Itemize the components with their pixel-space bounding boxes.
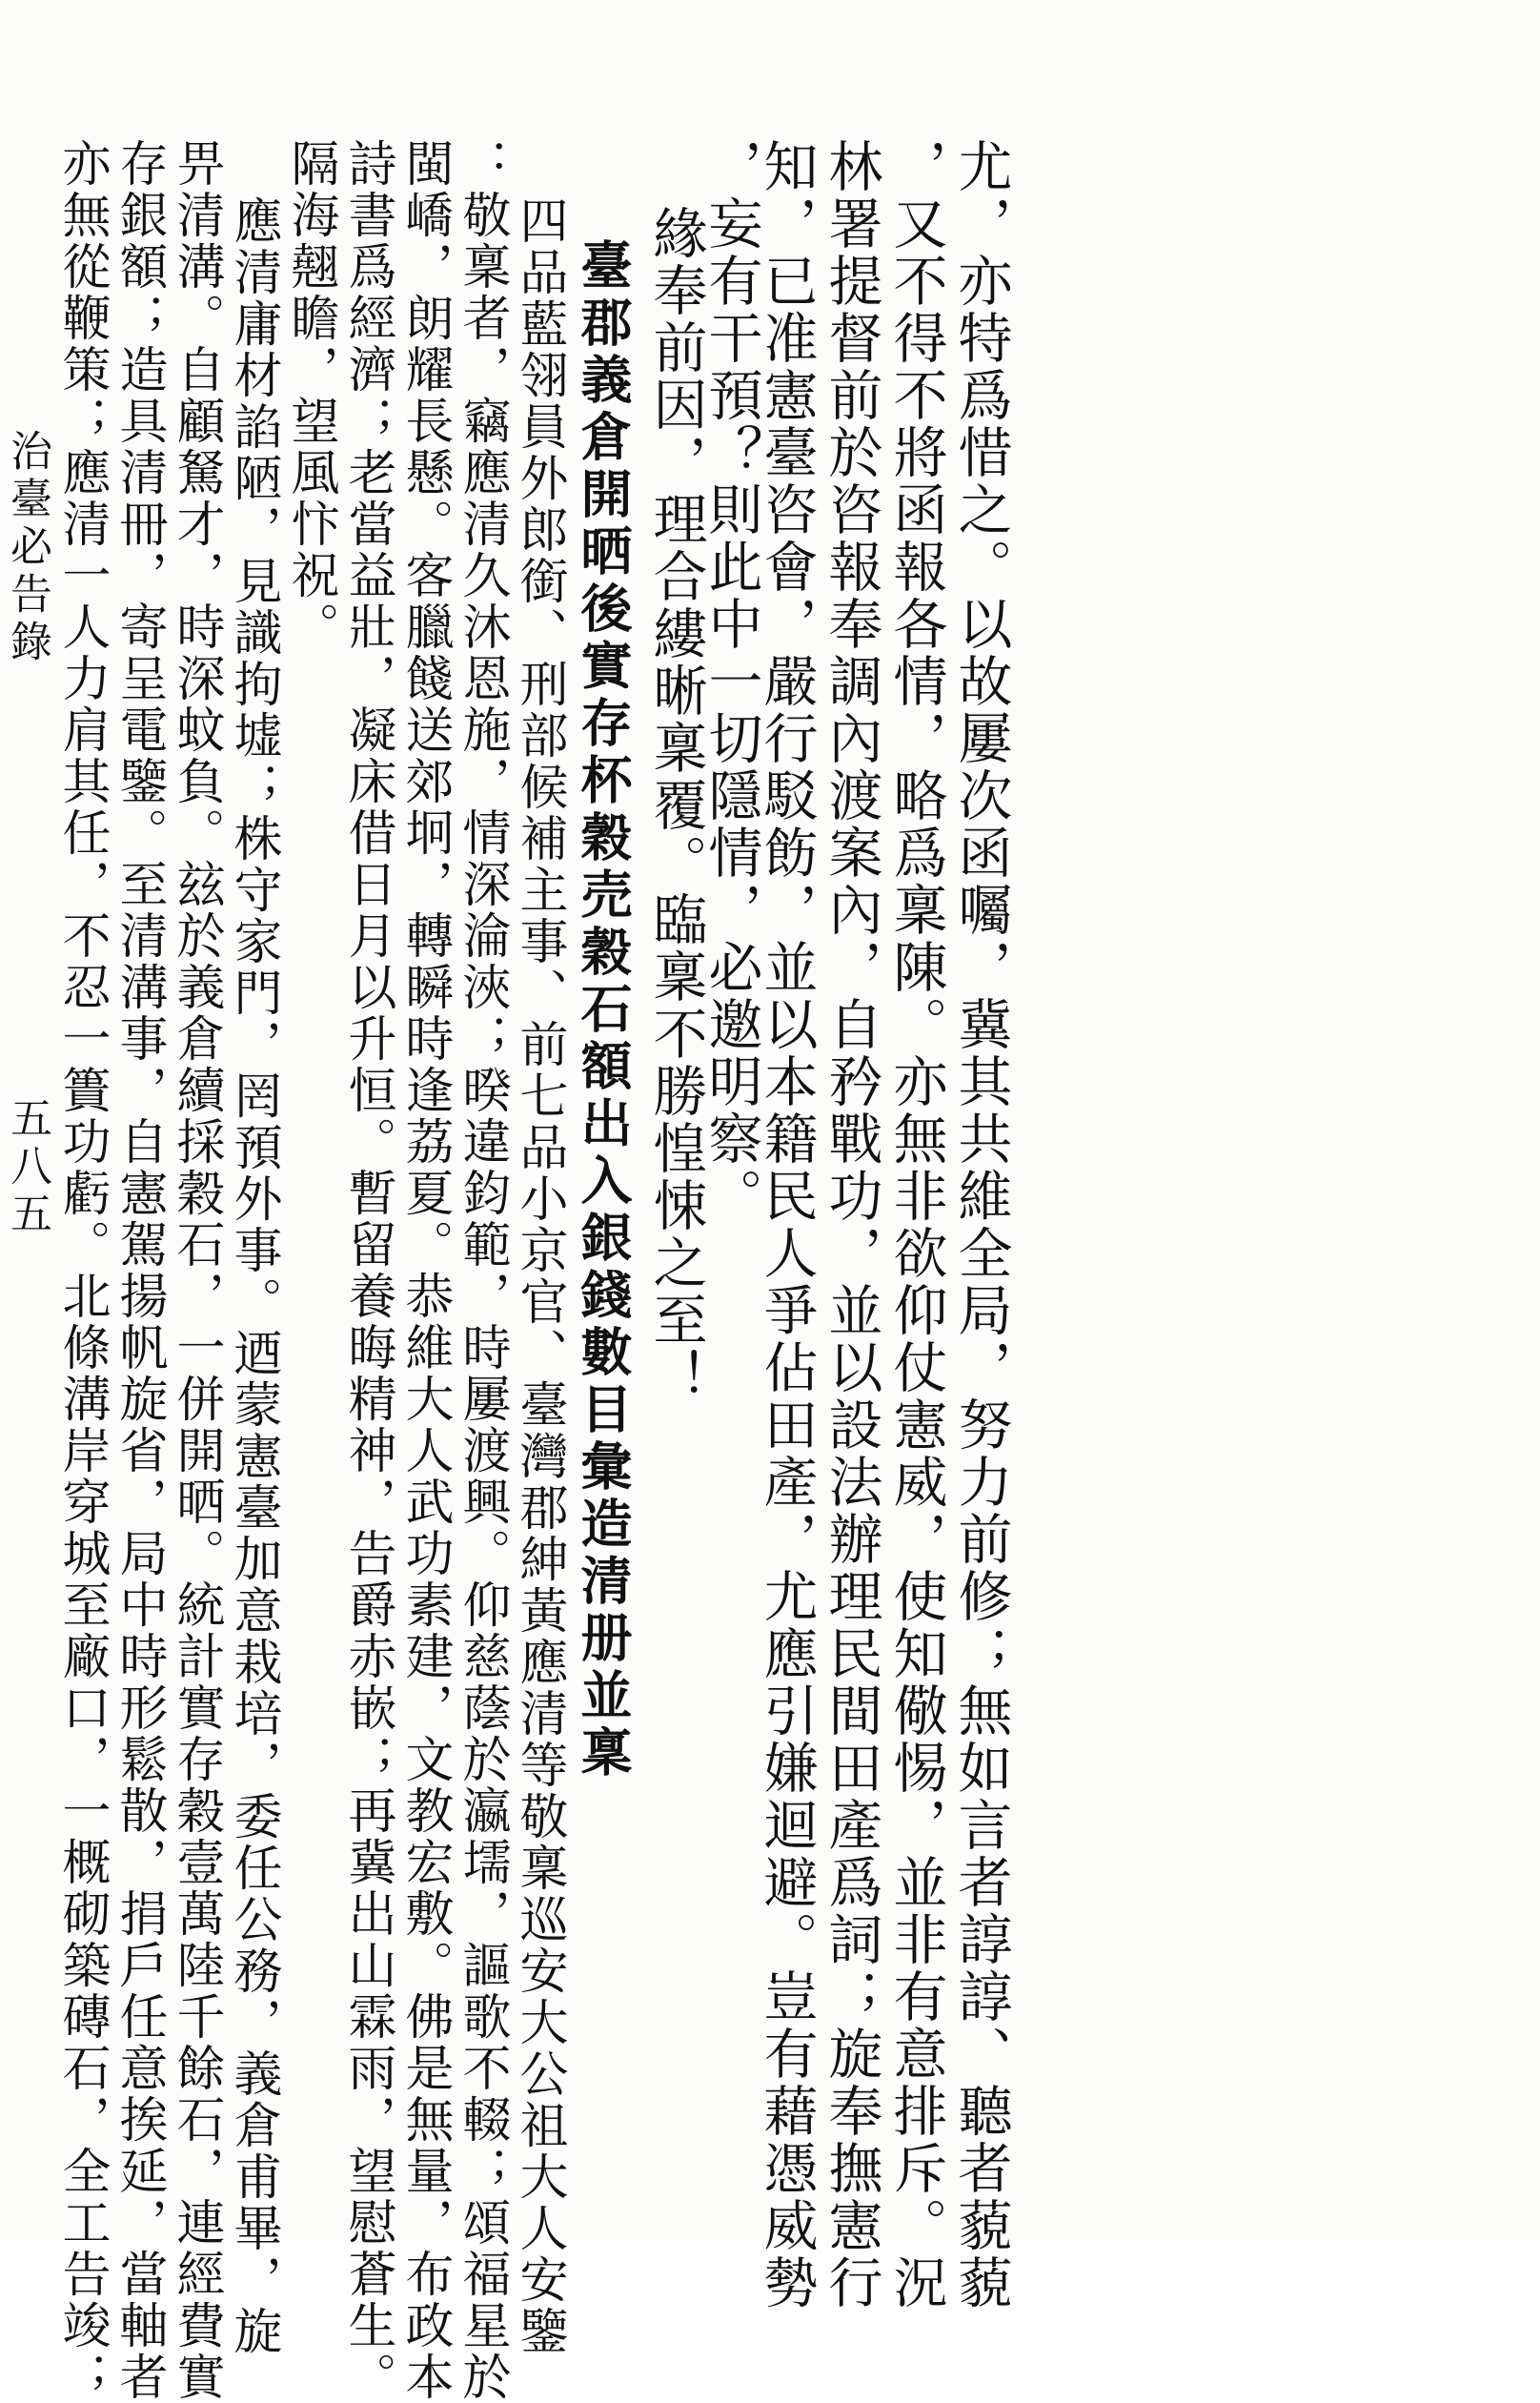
page-number: 五八五	[3, 1096, 51, 1239]
text-column: 四品藍翎員外郎銜、刑部候補主事、前七品小京官、臺灣郡紳黃應清等敬稟巡安大公祖大人安鑒	[511, 195, 567, 2357]
text-column: 林署提督前於咨報奉調內渡案內，自矜戰功，並以設法辦理民間田產爲詞；旋奉撫憲行	[820, 138, 882, 2311]
running-title: 治臺必告錄	[3, 429, 51, 667]
text-column: 知，已准憲臺咨會，嚴行駁飭，並以本籍民人爭佔田產，尤應引嫌迴避。豈有藉憑威勢	[755, 138, 818, 2311]
text-column: 存銀額；造具清冊，寄呈電鑒。至清溝事，自憲駕揚帆旋省，局中時形鬆散，捐戶任意挨延，當軸者	[111, 138, 167, 2403]
text-column: ，妄有干預？則此中一切隱情，必邀明察。	[699, 138, 762, 1225]
text-column: 尤，亦特爲惜之。以故屢次函囑，冀其共維全局，努力前修；無如言者諄諄、聽者藐藐	[949, 138, 1012, 2311]
text-column: 詩書爲經濟；老當益壯，凝床借日月以升恒。暫留養晦精神，告爵赤嵌；再冀出山霖雨，望慰蒼生。	[339, 138, 395, 2403]
text-column: 緣奉前因，理合縷晰稟覆。臨稟不勝惶悚之至！	[644, 205, 707, 1406]
text-column: 亦無從鞭策；應清一人力肩其任，不忍一簣功虧。北條溝岸穿城至廠口，一概砌築磚石，全工告竣；	[53, 138, 110, 2403]
text-column: 閩嶠，朗耀長懸。客臘餞送郊坰，轉瞬時逢荔夏。恭維大人武功素建，文教宏敷。佛是無量，布政本	[396, 138, 453, 2403]
text-column: 隔海翹瞻，望風忭祝。	[282, 138, 338, 653]
section-title: 臺郡義倉開晒後實存杯穀売穀石額出入銀錢數目彙造清册並稟	[573, 238, 634, 1782]
text-column: 應清庸材諂陋，見識拘墟；株守家門，罔預外事。迺蒙憲臺加意栽培，委任公務，義倉甫畢，旋	[225, 195, 281, 2357]
text-column: 畀清溝。自顧駑才，時深蚊負。玆於義倉續採穀石，一併開晒。統計實存穀壹萬陸千餘石，連經費實	[168, 138, 224, 2403]
text-column: ，又不得不將函報各情，略爲稟陳。亦無非欲仰仗憲威，使知儆惕，並非有意排斥。況	[884, 138, 947, 2311]
text-column: ：敬稟者，竊應清久沐恩施，情深淪浹；暌違鈞範，時屢渡興。仰慈蔭於瀛壖，謳歌不輟；頌福星於	[454, 138, 510, 2403]
